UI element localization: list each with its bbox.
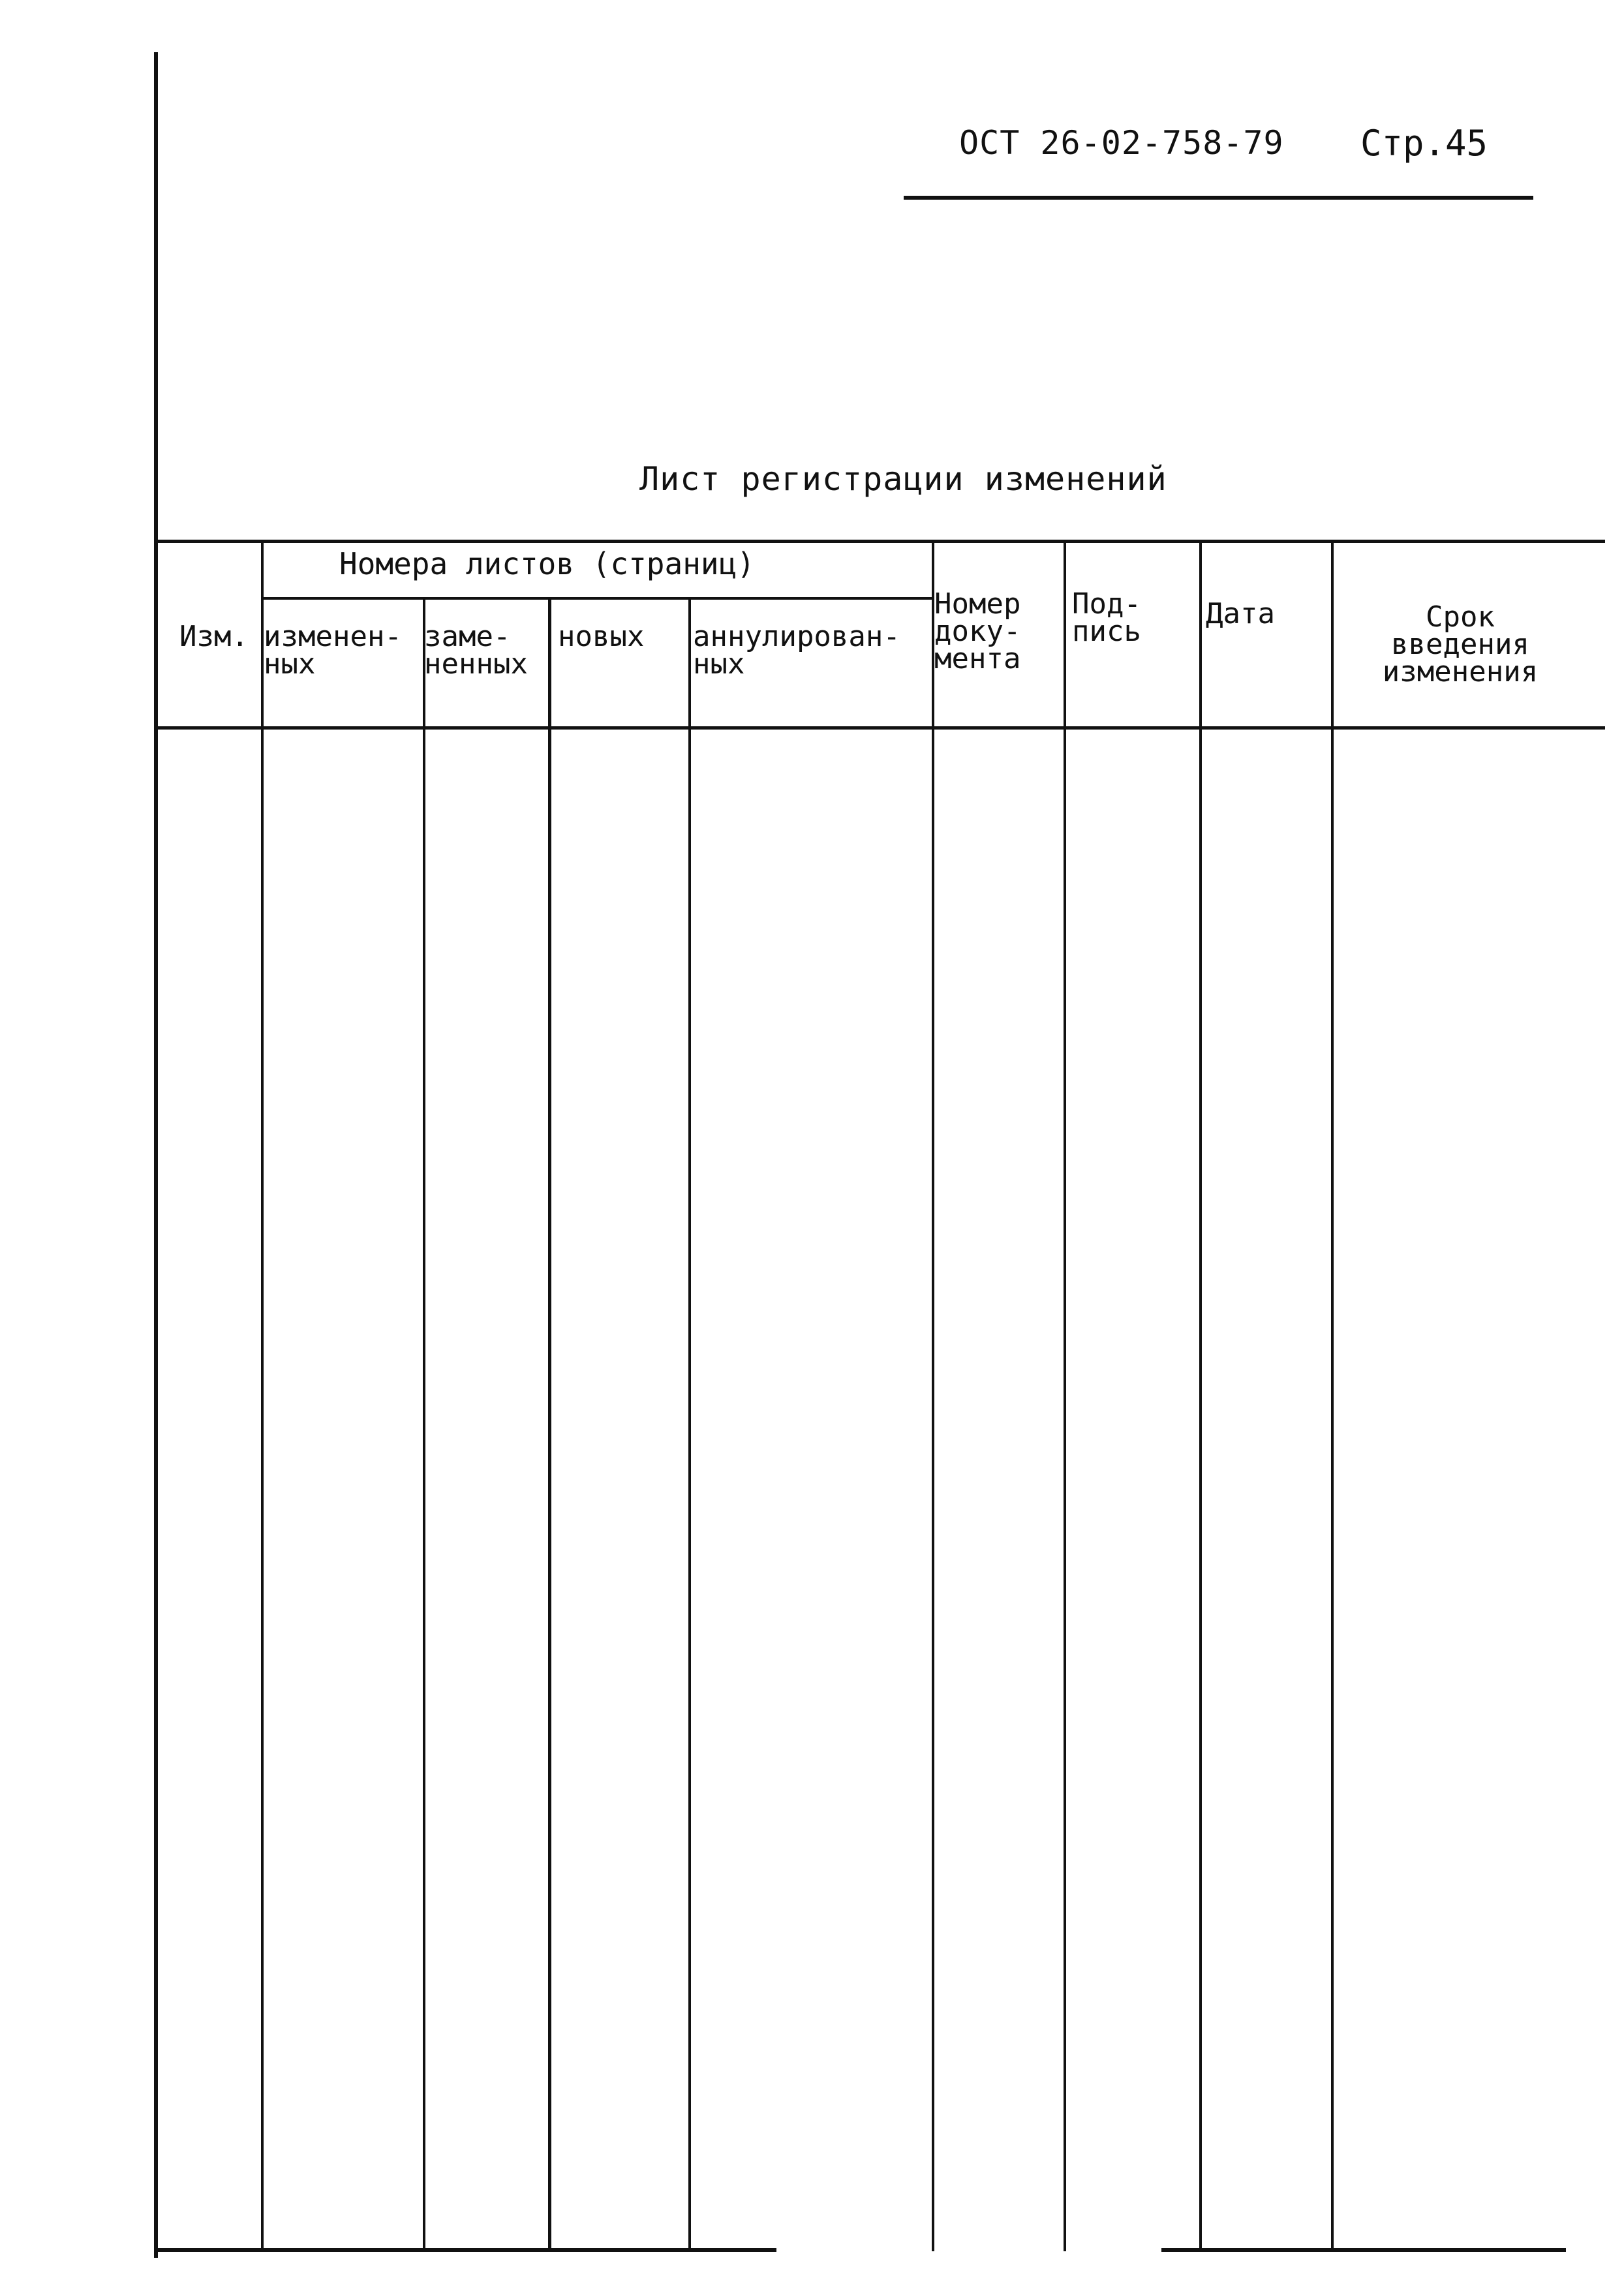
header-rule — [904, 196, 1533, 200]
column-header-replaced: заме- ненных — [424, 620, 528, 681]
left-margin-line — [154, 52, 158, 2258]
group-header-sheet-numbers: Номера листов (страниц) — [339, 546, 755, 581]
column-header-date: Дата — [1206, 597, 1275, 630]
column-header-annulled: аннулирован- ных — [693, 620, 900, 681]
column-divider-annulled — [932, 542, 934, 2251]
column-divider-changed — [423, 598, 425, 2249]
column-header-term: Срок введения изменения — [1382, 600, 1539, 688]
table-bottom-border-right — [1161, 2248, 1566, 2252]
group-header-divider — [261, 597, 933, 600]
column-header-changed: изменен- ных — [264, 620, 402, 681]
column-header-signature: Под- пись — [1072, 587, 1141, 648]
column-divider-replaced — [548, 598, 551, 2249]
column-divider-signature — [1199, 542, 1202, 2251]
table-bottom-border-left — [157, 2248, 776, 2252]
column-divider-date — [1331, 542, 1334, 2251]
column-header-new: новых — [558, 620, 645, 653]
column-divider-doc-number — [1064, 542, 1066, 2251]
document-code: ОСТ 26-02-758-79 — [959, 124, 1284, 162]
sheet-title: Лист регистрации изменений — [639, 460, 1167, 498]
column-header-izm: Изм. — [179, 620, 249, 653]
table-top-border — [157, 540, 1605, 543]
column-divider-new — [688, 598, 691, 2249]
column-header-doc-number: Номер доку- мента — [934, 587, 1021, 675]
page-number: Стр.45 — [1360, 123, 1488, 164]
header-bottom-border — [157, 726, 1605, 730]
column-divider-izm — [261, 540, 264, 2249]
